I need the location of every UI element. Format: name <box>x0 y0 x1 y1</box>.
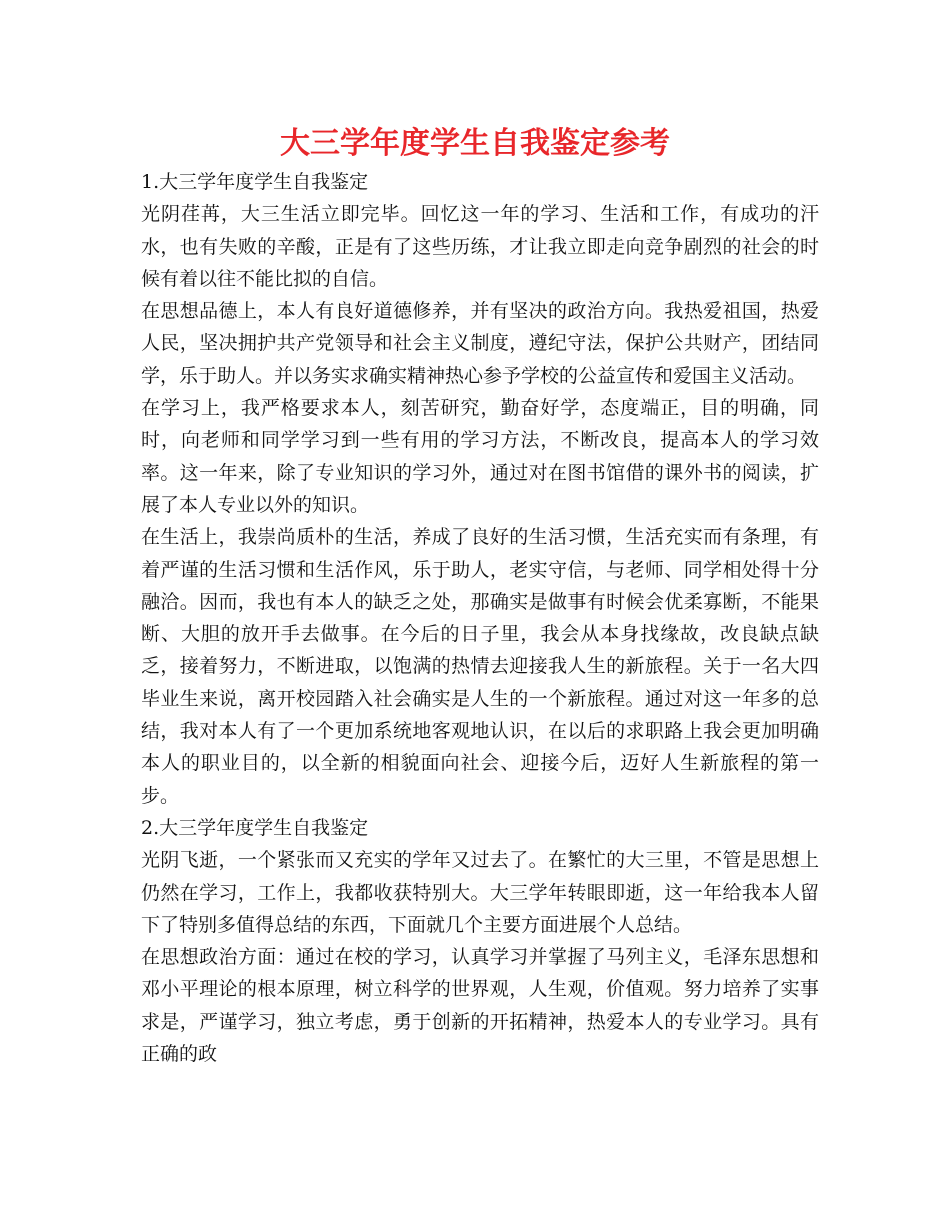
document-body <box>141 166 819 1070</box>
document-title: 大三学年度学生自我鉴定参考 <box>280 126 670 161</box>
paragraph: 光阴飞逝，一个紧张而又充实的学年又过去了。在繁忙的大三里，不管是思想上仍然在学习，工作上，我都收获特别大。大三学年转眼即逝，这一年给我本人留下了特别多值得总结的东西，下面就几个主要方面进展个人总结。 <box>141 849 819 936</box>
paragraph: 在思想品德上，本人有良好道德修养，并有坚决的政治方向。我热爱祖国，热爱人民，坚决拥护共产党领导和社会主义制度，遵纪守法，保护公共财产，团结同学，乐于助人。并以务实求确实精神热心参予学校的公益宣传和爱国主义活动。 <box>141 300 819 387</box>
paragraph: 在学习上，我严格要求本人，刻苦研究，勤奋好学，态度端正，目的明确，同时，向老师和同学学习到一些有用的学习方法，不断改良，提高本人的学习效率。这一年来，除了专业知识的学习外，通过对在图书馆借的课外书的阅读，扩展了本人专业以外的知识。 <box>141 397 819 516</box>
paragraph: 在思想政治方面：通过在校的学习，认真学习并掌握了马列主义，毛泽东思想和邓小平理论的根本原理，树立科学的世界观，人生观，价值观。努力培养了实事求是，严谨学习，独立考虑，勇于创新的开拓精神，热爱本人的专业学习。具有正确的政 <box>141 946 819 1066</box>
paragraph: 光阴荏苒，大三生活立即完毕。回忆这一年的学习、生活和工作，有成功的汗水，也有失败的辛酸，正是有了这些历练，才让我立即走向竞争剧烈的社会的时候有着以往不能比拟的自信。 <box>141 203 819 290</box>
section-heading-2: 2.大三学年度学生自我鉴定 <box>141 816 369 839</box>
section-heading-1: 1.大三学年度学生自我鉴定 <box>141 171 369 193</box>
paragraph: 在生活上，我崇尚质朴的生活，养成了良好的生活习惯，生活充实而有条理，有着严谨的生活习惯和生活作风，乐于助人，老实守信，与老师、同学相处得十分融洽。因而，我也有本人的缺乏之处，那确实是做事有时候会优柔寡断，不能果断、大胆的放开手去做事。在今后的日子里，我会从本身找缘故，改良缺点缺乏，接着努力，不断进取，以饱满的热情去迎接我人生的新旅程。关于一名大四毕业生来说，离开校园踏入社会确实是人生的一个新旅程。通过对这一年多的总结，我对本人有了一个更加系统地客观地认识，在以后的求职路上我会更加明确本人的职业目的，以全新的相貌面向社会、迎接今后，迈好人生新旅程的第一步。 <box>141 526 819 807</box>
